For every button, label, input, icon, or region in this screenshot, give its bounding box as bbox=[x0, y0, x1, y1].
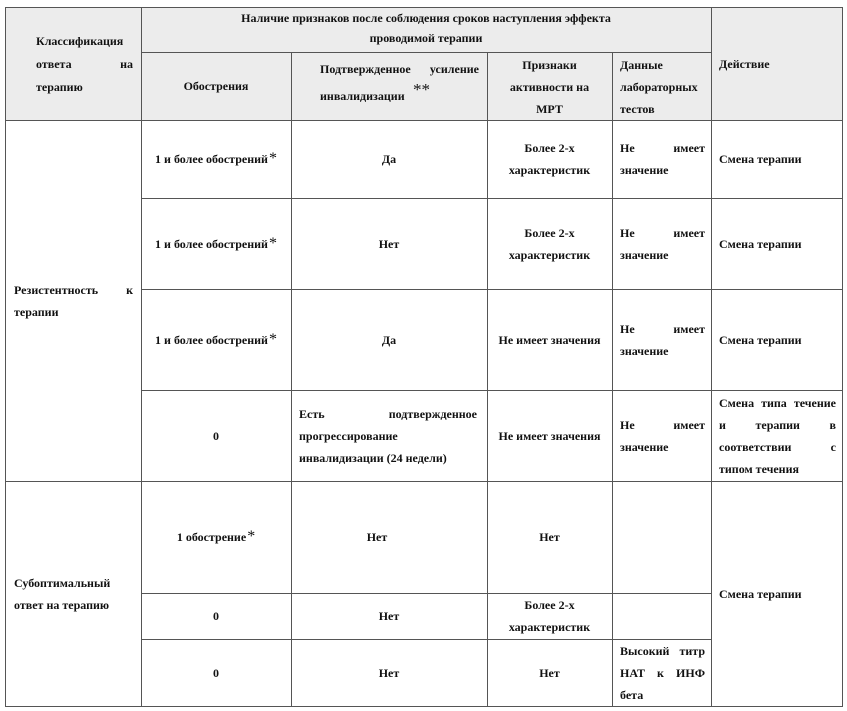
row2-action: Смена терапии bbox=[711, 198, 842, 289]
row2-exacerbations bbox=[141, 198, 291, 289]
grid-line bbox=[141, 593, 712, 594]
row4-disability-text: Есть подтвержденное прогрессирование инвалидизации (24 недели) bbox=[299, 406, 477, 465]
row7-exacerbations bbox=[141, 639, 291, 706]
row2-lab-text: Не имеет значение bbox=[620, 225, 705, 262]
grid-line bbox=[141, 198, 843, 199]
grid-line bbox=[141, 390, 843, 391]
row5-mri: Нет bbox=[487, 481, 612, 593]
row3-mark: * bbox=[268, 330, 277, 348]
row6-disability: Нет bbox=[291, 593, 487, 639]
row1-exacerbations bbox=[141, 120, 291, 198]
row2-mri: Более 2-х характеристик bbox=[487, 198, 612, 289]
header-disability bbox=[291, 52, 487, 120]
row5-mark: * bbox=[247, 528, 256, 545]
row1-disability: Да bbox=[291, 120, 487, 198]
grid-line bbox=[487, 52, 488, 707]
grid-line bbox=[141, 639, 712, 640]
row4-exacerbations bbox=[141, 390, 291, 481]
row4-action-text: Смена типа течение и терапии в соответствии с типом течения bbox=[719, 395, 836, 476]
row4-exacerbations-text: 0 bbox=[213, 428, 219, 443]
header-classification: Классификация ответа на терапию bbox=[6, 8, 141, 120]
row6-lab bbox=[612, 593, 711, 639]
row1-lab-text: Не имеет значение bbox=[620, 141, 705, 177]
row2-mark: * bbox=[268, 234, 277, 252]
row3-mri: Не имеет значения bbox=[487, 289, 612, 390]
row3-action: Смена терапии bbox=[711, 289, 842, 390]
group-resistance-text: Резистентность к терапии bbox=[14, 282, 133, 319]
row4-mri: Не имеет значения bbox=[487, 390, 612, 481]
row7-lab bbox=[612, 639, 711, 706]
header-mri: Признаки активности на МРТ bbox=[487, 52, 612, 120]
row7-mri: Нет bbox=[487, 639, 612, 706]
group-resistance-label bbox=[6, 120, 141, 481]
row6-mri: Более 2-х характеристик bbox=[487, 593, 612, 639]
row4-lab-text: Не имеет значение bbox=[620, 417, 705, 454]
header-lab: Данные лабораторных тестов bbox=[612, 52, 711, 120]
row3-disability: Да bbox=[291, 289, 487, 390]
row6-exacerbations bbox=[141, 593, 291, 639]
header-disability-text: Подтвержденное усиление инвалидизации bbox=[320, 62, 479, 103]
grid-line bbox=[5, 481, 843, 482]
row4-lab bbox=[612, 390, 711, 481]
row7-exacerbations-text: 0 bbox=[213, 665, 219, 680]
grid-line bbox=[5, 120, 843, 121]
grid-line bbox=[5, 7, 6, 707]
grid-line bbox=[141, 289, 843, 290]
grid-line bbox=[141, 52, 712, 53]
header-exacerbations: Обострения bbox=[141, 52, 291, 120]
row2-lab bbox=[612, 198, 711, 289]
grid-line bbox=[612, 52, 613, 707]
row3-lab bbox=[612, 289, 711, 390]
row1-mri: Более 2-х характеристик bbox=[487, 120, 612, 198]
row3-exacerbations bbox=[141, 289, 291, 390]
row2-disability: Нет bbox=[291, 198, 487, 289]
row1-lab bbox=[612, 120, 711, 198]
row3-lab-text: Не имеет значение bbox=[620, 321, 705, 358]
row1-mark: * bbox=[268, 150, 277, 167]
row5-lab bbox=[612, 481, 711, 593]
header-action: Действие bbox=[711, 8, 842, 120]
group-suboptimal-text: Субоптимальный ответ на терапию bbox=[14, 575, 111, 612]
group-suboptimal-action: Смена терапии bbox=[711, 481, 842, 706]
row7-disability: Нет bbox=[291, 639, 487, 706]
row5-exacerbations-text: 1 обострение bbox=[176, 530, 247, 544]
row1-action: Смена терапии bbox=[711, 120, 842, 198]
row2-exacerbations-text: 1 и более обострений bbox=[155, 236, 268, 251]
row5-disability: Нет bbox=[291, 481, 487, 593]
row1-exacerbations-text: 1 и более обострений bbox=[155, 152, 268, 166]
row7-lab-text: Высокий титр НАТ к ИНФ бета bbox=[620, 643, 705, 702]
grid-line bbox=[5, 706, 843, 707]
grid-line bbox=[842, 7, 843, 707]
row4-disability bbox=[291, 390, 487, 481]
group-suboptimal-label bbox=[6, 481, 141, 706]
header-signs-group: Наличие признаков после соблюдения сроков наступления эффекта проводимой терапии bbox=[141, 8, 711, 52]
row6-exacerbations-text: 0 bbox=[213, 609, 219, 623]
row3-exacerbations-text: 1 и более обострений bbox=[155, 332, 268, 347]
grid-line bbox=[5, 7, 843, 8]
grid-line bbox=[291, 52, 292, 707]
row4-action bbox=[711, 390, 842, 481]
grid-line bbox=[141, 7, 142, 707]
row5-exacerbations bbox=[141, 481, 291, 593]
grid-line bbox=[711, 7, 712, 707]
header-disability-mark: ** bbox=[413, 80, 430, 99]
